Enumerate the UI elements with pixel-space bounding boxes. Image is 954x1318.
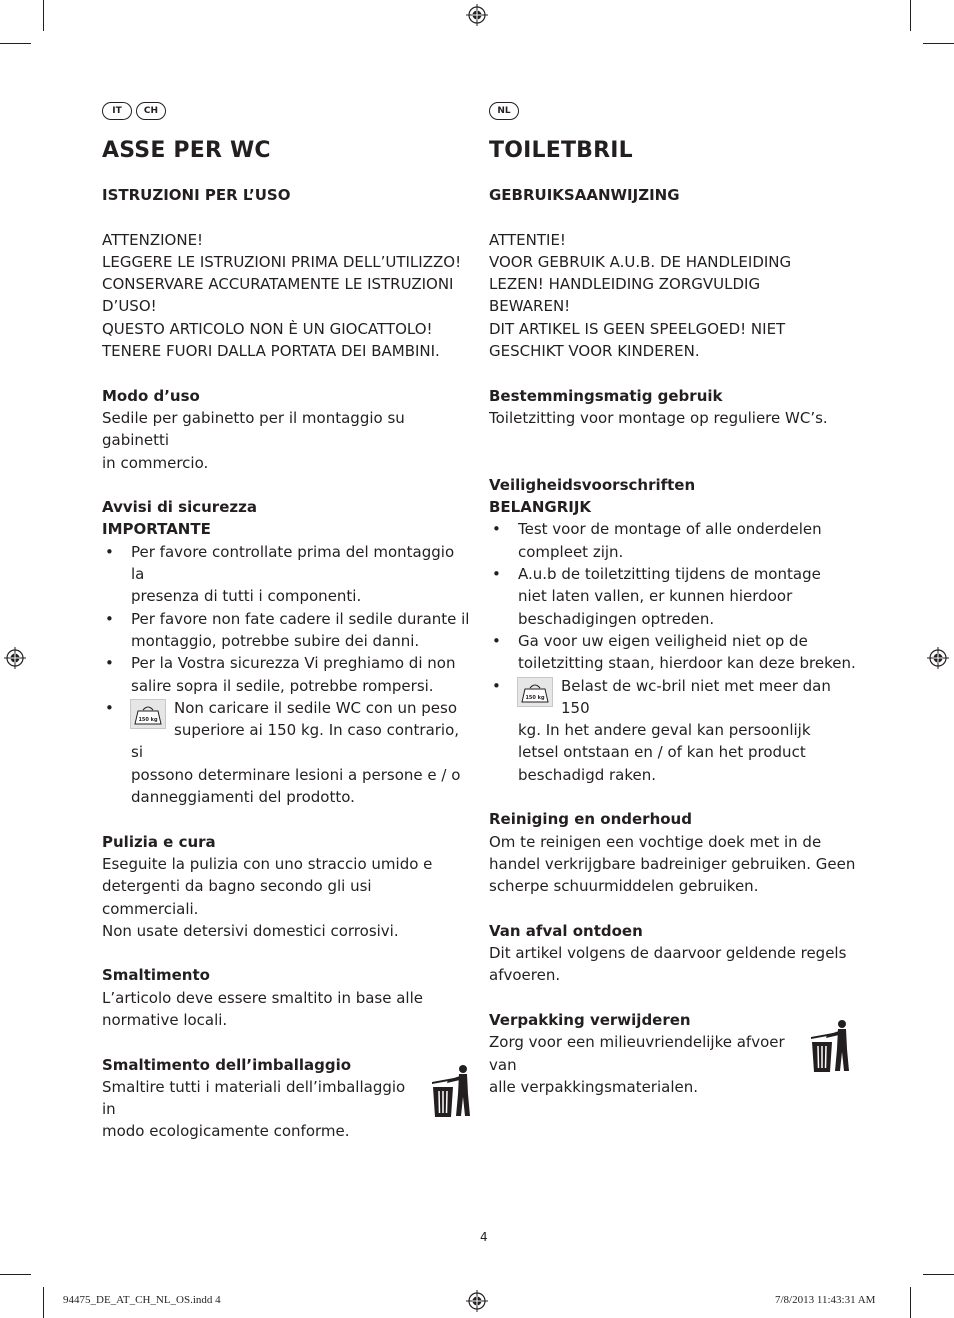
warning-line: ATTENZIONE! xyxy=(102,230,204,249)
disposal-text: Dit artikel volgens de daarvoor geldende regels xyxy=(489,944,847,963)
warning-line: VOOR GEBRUIK A.U.B. DE HANDLEIDING xyxy=(489,252,792,271)
warning-line: D’USO! xyxy=(102,297,157,316)
safety-heading: Avvisi di sicurezza xyxy=(102,498,257,517)
safety-list xyxy=(102,541,472,809)
packaging-text: alle verpakkingsmaterialen. xyxy=(489,1077,699,1096)
care-text: Eseguite la pulizia con uno straccio umido e xyxy=(102,854,433,873)
list-item-weight: • 150 kg Non caricare il sedile WC con un peso superiore ai 150 kg. In caso contrario, si possono determinare lesioni a persone e / o danneggiamenti del prodotto. xyxy=(105,698,461,807)
care-text: detergenti da bagno secondo gli usi commerciali. xyxy=(102,877,372,918)
use-text: Toiletzitting voor montage op reguliere WC’s. xyxy=(489,408,828,427)
list-item: • Per favore non fate cadere il sedile durante il montaggio, potrebbe subire dei danni. xyxy=(105,609,470,650)
warning-line: LEZEN! HANDLEIDING ZORGVULDIG xyxy=(489,275,761,294)
page-title: TOILETBRIL xyxy=(489,138,633,163)
list-item-weight: • 150 kg Belast de wc-bril niet met meer dan 150 kg. In het andere geval kan persoonlijk letsel ontstaan en / of kan het product beschadigd raken. xyxy=(492,676,831,784)
list-item: • Per la Vostra sicurezza Vi preghiamo di non salire sopra il sedile, potrebbe rompersi. xyxy=(105,654,456,695)
warning-line: BEWAREN! xyxy=(489,297,571,316)
warning-line: ATTENTIE! xyxy=(489,230,566,249)
disposal-text: L’articolo deve essere smaltito in base alle xyxy=(102,988,423,1007)
language-badge-nl: NL xyxy=(489,102,519,120)
warning-line: DIT ARTIKEL IS GEEN SPEELGOED! NIET xyxy=(489,319,786,338)
use-heading: Modo d’uso xyxy=(102,386,200,405)
use-text: Sedile per gabinetto per il montaggio su gabinetti xyxy=(102,408,405,450)
list-item: • Ga voor uw eigen veiligheid niet op de toiletzitting staan, hierdoor kan deze breken. xyxy=(492,631,856,673)
crop-mark xyxy=(0,43,31,44)
use-heading: Bestemmingsmatig gebruik xyxy=(489,386,723,405)
packaging-section xyxy=(489,1009,859,1098)
warning-line: TENERE FUORI DALLA PORTATA DEI BAMBINI. xyxy=(102,342,440,361)
care-heading: Reiniging en onderhoud xyxy=(489,810,692,829)
safety-subheading: IMPORTANTE xyxy=(102,520,211,539)
slug-filename: 94475_DE_AT_CH_NL_OS.indd 4 xyxy=(63,1294,221,1306)
warning-line: QUESTO ARTICOLO NON È UN GIOCATTOLO! xyxy=(102,319,433,338)
crop-mark xyxy=(43,0,44,31)
packaging-text: Smaltire tutti i materiali dell’imballaggio in xyxy=(102,1077,406,1119)
disposal-heading: Smaltimento xyxy=(102,966,210,985)
registration-mark-icon xyxy=(466,1290,488,1312)
list-item: • A.u.b de toiletzitting tijdens de montage niet laten vallen, er kunnen hierdoor beschadigingen optreden. xyxy=(492,565,821,628)
language-badges xyxy=(102,100,472,122)
column-dutch xyxy=(489,100,859,1098)
safety-heading: Veiligheidsvoorschriften xyxy=(489,475,696,494)
packaging-heading: Verpakking verwijderen xyxy=(489,1010,691,1029)
language-badge-it: IT xyxy=(102,102,132,120)
slug-timestamp: 7/8/2013 11:43:31 AM xyxy=(775,1294,876,1306)
crop-mark xyxy=(910,0,911,31)
section-subtitle: ISTRUZIONI PER L’USO xyxy=(102,186,291,204)
language-badge-ch: CH xyxy=(136,102,166,120)
crop-mark xyxy=(923,43,954,44)
crop-mark xyxy=(923,1274,954,1275)
warning-line: GESCHIKT VOOR KINDEREN. xyxy=(489,342,700,361)
list-item: • Test voor de montage of alle onderdelen compleet zijn. xyxy=(492,520,822,561)
packaging-section xyxy=(102,1054,472,1143)
crop-mark xyxy=(910,1287,911,1318)
section-subtitle: GEBRUIKSAANWIJZING xyxy=(489,186,680,204)
crop-mark xyxy=(0,1274,31,1275)
packaging-heading: Smaltimento dell’imballaggio xyxy=(102,1055,352,1074)
registration-mark-icon xyxy=(4,647,26,669)
weight-limit-icon xyxy=(130,699,166,729)
trash-bin-disposal-icon xyxy=(809,1019,851,1073)
crop-mark xyxy=(43,1287,44,1318)
disposal-text: normative locali. xyxy=(102,1010,228,1029)
care-heading: Pulizia e cura xyxy=(102,832,216,851)
warning-line: CONSERVARE ACCURATAMENTE LE ISTRUZIONI xyxy=(102,275,454,294)
page-number: 4 xyxy=(480,1230,488,1244)
trash-bin-disposal-icon xyxy=(430,1064,472,1118)
disposal-text: afvoeren. xyxy=(489,966,561,985)
disposal-heading: Van afval ontdoen xyxy=(489,921,643,940)
use-text: in commercio. xyxy=(102,453,209,472)
registration-mark-icon xyxy=(466,4,488,26)
warning-line: LEGGERE LE ISTRUZIONI PRIMA DELL’UTILIZZO! xyxy=(102,252,462,271)
care-text: Om te reinigen een vochtige doek met in de xyxy=(489,832,822,851)
packaging-text: modo ecologicamente conforme. xyxy=(102,1122,350,1141)
svg-text:150 kg: 150 kg xyxy=(138,716,158,723)
language-badges xyxy=(489,100,859,122)
list-item: • Per favore controllate prima del montaggio la presenza di tutti i componenti. xyxy=(105,542,455,606)
page-title: ASSE PER WC xyxy=(102,138,271,163)
care-text: handel verkrijgbare badreiniger gebruiken. Geen xyxy=(489,854,856,873)
registration-mark-icon xyxy=(927,647,949,669)
svg-text:150 kg: 150 kg xyxy=(525,694,545,701)
safety-subheading: BELANGRIJK xyxy=(489,498,592,517)
packaging-text: Zorg voor een milieuvriendelijke afvoer van xyxy=(489,1033,785,1074)
column-italian xyxy=(102,100,472,1143)
care-text: scherpe schuurmiddelen gebruiken. xyxy=(489,877,759,896)
care-text: Non usate detersivi domestici corrosivi. xyxy=(102,921,399,940)
weight-limit-icon xyxy=(517,677,553,707)
safety-list xyxy=(489,518,859,786)
